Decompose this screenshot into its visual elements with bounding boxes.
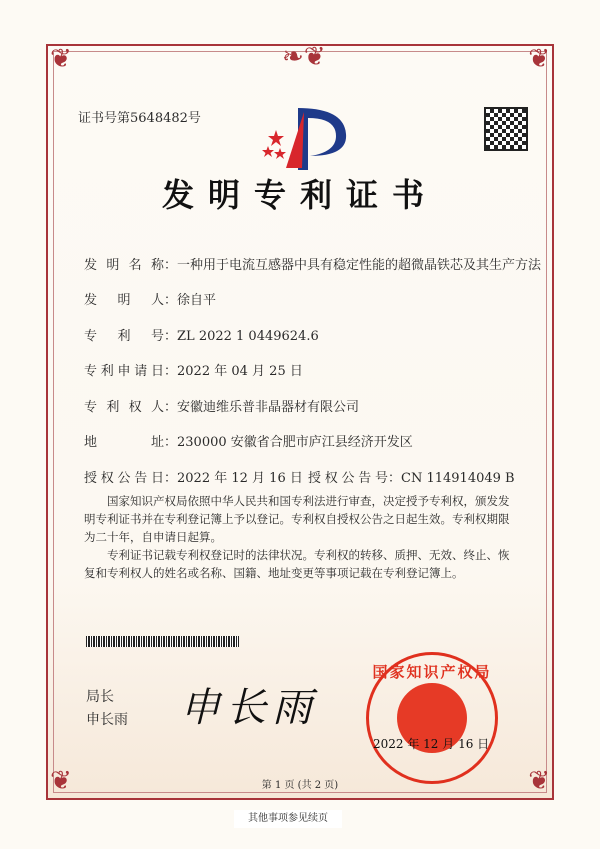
page-title: 发明专利证书 [161,176,438,214]
field-inventor: 发明人：徐自平 [84,293,217,308]
paragraph-grant: 国家知识产权局依照中华人民共和国专利法进行审查，决定授予专利权，颁发发明专利证书并在专利登记簿上予以登记。专利权自授权公告之日起生效。专利权期限为二十年，自申请日起算。 [84,494,510,544]
corner-ornament: ❦ [50,44,72,74]
certificate-number: 证书号第5648482号 [78,111,201,126]
corner-ornament: ❦ [528,766,550,796]
page-number: 第 1 页 (共 2 页) [261,780,339,791]
seal-date: 2022 年 12 月 16 日 [373,737,490,751]
field-announcement-number: 授权公告号：CN 114914049 B [308,471,515,486]
footer-note: 其他事项参见续页 [234,810,342,828]
field-grant-date: 授权公告日：2022 年 12 月 16 日 [84,471,303,486]
paragraph-legal-status: 专利证书记载专利权登记时的法律状况。专利权的转移、质押、无效、终止、恢复和专利权人的姓名或名称、国籍、地址变更等事项记载在专利登记簿上。 [84,548,510,580]
signer-name: 申长雨 [86,712,128,728]
signer-title: 局长 [86,689,114,705]
field-invention-name: 发明名称：一种用于电流互感器中具有稳定性能的超微晶铁芯及其生产方法 [84,258,542,273]
field-application-date: 专利申请日：2022 年 04 月 25 日 [84,364,303,379]
field-patent-number: 专利号：ZL 2022 1 0449624.6 [84,329,319,344]
cnipa-logo [258,100,348,172]
field-address: 地址：230000 安徽省合肥市庐江县经济开发区 [84,435,413,450]
barcode [86,636,239,647]
qr-code [484,107,528,151]
official-seal: 国家知识产权局 [366,652,498,784]
field-patentee: 专利权人：安徽迪维乐普非晶器材有限公司 [84,400,360,415]
corner-ornament: ❦ [528,44,550,74]
top-ornament: ❧❦ [282,42,326,72]
corner-ornament: ❦ [50,766,72,796]
handwritten-signature: 申长雨 [180,685,318,731]
